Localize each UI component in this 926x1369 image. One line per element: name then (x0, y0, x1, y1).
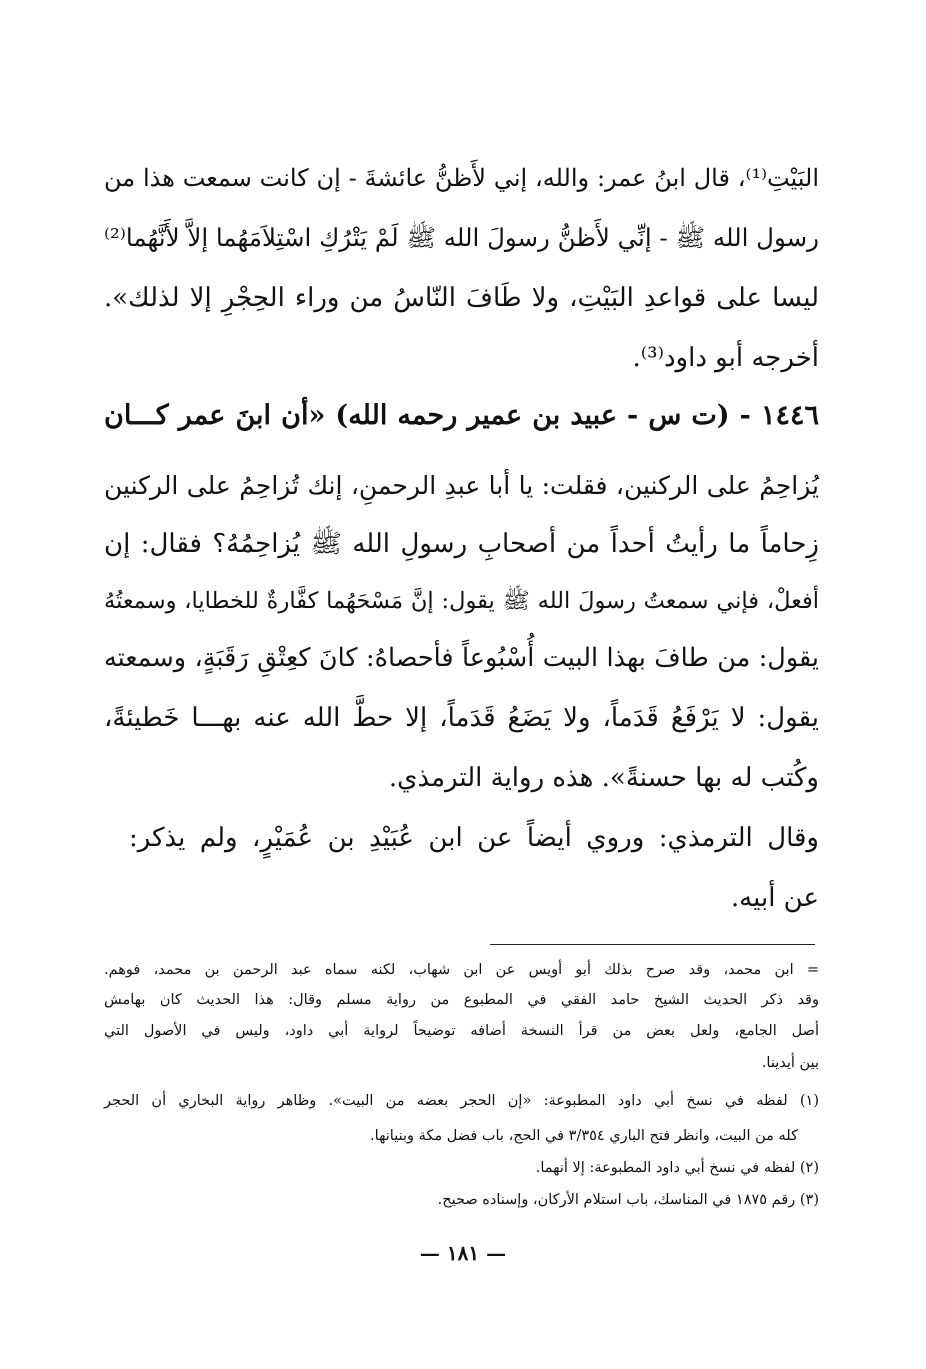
hadith-line: أفعلْ، فإني سمعتُ رسولَ الله ﷺ يقول: إنَّ مَسْحَهُما كفَّارةٌ للخطايا، وسمعتُهُ (104, 588, 819, 614)
footnote-separator (490, 944, 815, 945)
hadith-line: وقال الترمذي: وروي أيضاً عن ابن عُبَيْدِ بن عُمَيْرٍ، ولم يذكر: (129, 823, 819, 853)
footnote-line: (٣) رقم ١٨٧٥ في المناسك، باب استلام الأركان، وإسناده صحيح. (437, 1192, 819, 1208)
footnote-line: كله من البيت، وانظر فتح الباري ٣/٣٥٤ في الحج، باب فضل مكة وبنيانها. (370, 1128, 798, 1144)
page-number: — ١٨١ — (419, 1241, 507, 1265)
hadith-line: وكُتب له بها حسنةً». هذه رواية الترمذي. (388, 763, 819, 793)
body-line: أخرجه أبو داود⁽³⁾. (632, 343, 819, 373)
footnote-line: وقد ذكر الحديث الشيخ حامد الفقي في المطبوع من رواية مسلم وقال: هذا الحديث كان بهامش (104, 992, 819, 1008)
footnote-line: = ابن محمد، وقد صرح بذلك أبو أويس عن ابن شهاب، لكنه سماه عبد الرحمن بن محمد، فوهم. (104, 962, 819, 978)
hadith-line: عن أبيه. (730, 883, 819, 913)
hadith-line: يُزاحِمُ على الركنين، فقلت: يا أبا عبدِ الرحمنِ، إنك تُزاحِمُ على الركنين (104, 471, 819, 500)
body-line: البَيْتِ⁽¹⁾، قال ابنُ عمر: والله، إني لأَظنُّ عائشةَ - إن كانت سمعت هذا من (104, 164, 819, 192)
hadith-line: يقول: من طافَ بهذا البيت أُسْبُوعاً فأحصاهُ: كانَ كعِتْقِ رَقَبَةٍ، وسمعته (104, 643, 819, 673)
body-line: رسول الله ﷺ - إنِّي لأَظنُّ رسولَ الله ﷺ لَمْ يَتْرُكِ اسْتِلاَمَهُما إلاَّ لأَنَّهُما⁽²⁾ (103, 223, 819, 252)
hadith-line: زِحاماً ما رأيتُ أحداً من أصحابِ رسولِ الله ﷺ يُزاحِمُهُ؟ فقال: إن (104, 529, 819, 559)
footnote-line: بين أيدينا. (761, 1055, 819, 1071)
body-line: ليسا على قواعدِ البَيْتِ، ولا طَافَ النّاسُ من وراء الحِجْرِ إلا لذلك». (104, 283, 819, 313)
hadith-heading: ١٤٤٦ - (ت س - عبيد بن عمير رحمه الله) «أن ابنَ عمر كـــان (104, 400, 819, 431)
hadith-line: يقول: لا يَرْفَعُ قَدَماً، ولا يَضَعُ قَدَماً، إلا حطَّ الله عنه بهـــا خَطيئةً، (104, 703, 819, 733)
footnote-line: (١) لفظه في نسخ أبي داود المطبوعة: «إن الحجر بعضه من البيت». وظاهر رواية البخاري أن الحجر (104, 1093, 819, 1109)
footnote-line: أصل الجامع، ولعل بعض من قرأ النسخة أضافه توضيحاً لرواية أبي داود، وليس في الأصول التي (104, 1023, 819, 1039)
footnote-line: (٢) لفظه في نسخ أبي داود المطبوعة: إلا أنهما. (535, 1160, 819, 1176)
